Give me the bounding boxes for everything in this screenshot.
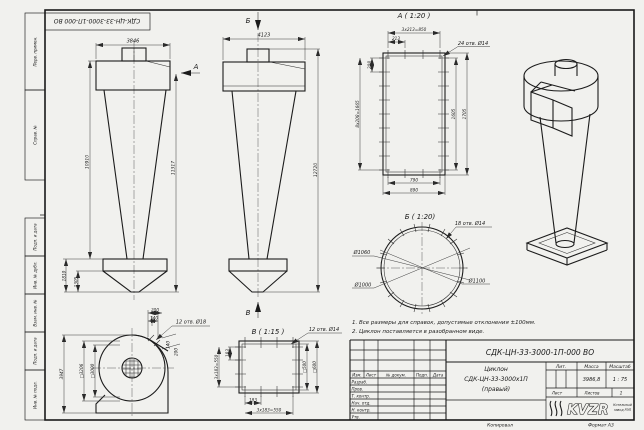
sidebar-label: Подп. и дата <box>32 337 38 365</box>
view-arrow-v-label: В <box>245 309 251 317</box>
tb-col-list: Лист <box>365 372 377 378</box>
front-view <box>62 39 201 301</box>
top-view <box>59 308 210 417</box>
notes <box>352 320 536 335</box>
isometric-view <box>524 60 607 266</box>
dim-side-height: 12720 <box>314 162 319 178</box>
note-2: 2. Циклон поставляется в разобранном виде. <box>352 329 485 335</box>
dim-top-w: 3947 <box>59 368 64 380</box>
tb-col-doc: № докум. <box>386 372 406 378</box>
org-name-line2: завод РЭП <box>613 408 632 412</box>
stamp-designation: СДК-ЦН-33-3000-1П-000 ВО <box>53 17 141 24</box>
callout-v-holes: 12 отв. Ø14 <box>308 327 340 333</box>
tb-row-label: Нач. отд. <box>351 400 371 406</box>
view-arrow-b-label: Б <box>245 17 251 25</box>
tb-sheet-label: Лист <box>551 390 563 396</box>
dim-top-r1: 140 <box>165 341 171 349</box>
tb-designation: СДК-ЦН-33-3000-1П-000 ВО <box>485 348 595 357</box>
note-1: 1. Все размеры для справок, допустимые отклонения ±100мм. <box>352 320 536 326</box>
title-block <box>350 340 634 420</box>
tb-row-label: Разраб. <box>351 379 368 385</box>
detail-b-title: Б ( 1:20) <box>404 213 436 221</box>
tb-col-data: Дата <box>432 372 444 378</box>
tb-product-code: СДК-ЦН-33-3000х1П <box>464 376 528 383</box>
sidebar-frame-boxes <box>25 13 45 420</box>
format-label: Формат А3 <box>588 423 614 429</box>
tb-sheets-count: 1 <box>619 391 623 397</box>
tb-sheets-label: Листов <box>584 390 600 396</box>
side-view <box>223 12 320 318</box>
sidebar-label: Подп. и дата <box>32 223 38 251</box>
dim-front-hleft: 10910 <box>85 154 91 170</box>
dim-top-t1: 200 <box>151 307 159 313</box>
sidebar-label: Инв. № подл. <box>32 381 38 409</box>
dim-a-col: 8х208=1665 <box>355 100 360 128</box>
tb-mass-label: Масса <box>584 365 599 370</box>
dim-a-outer-w: 890 <box>410 187 418 193</box>
dim-a-step: 213 <box>392 36 400 41</box>
dim-v-inner: □500 <box>302 361 307 373</box>
callout-a-holes: 24 отв. Ø14 <box>457 41 489 47</box>
tb-product-note: (правый) <box>481 386 511 393</box>
section-arrow-a-label: А <box>193 63 199 71</box>
dim-v-row: 3х183=550 <box>256 407 282 413</box>
sidebar-label: Инв. № дубл. <box>32 261 38 289</box>
tb-product: Циклон <box>484 366 508 373</box>
org-name-line1: Котельный <box>613 403 632 407</box>
dim-side-width: 4123 <box>257 32 271 39</box>
tb-col-izm: Изм. <box>352 372 362 378</box>
detail-a-title: А ( 1:20 ) <box>397 12 431 20</box>
tb-col-podp: Подп. <box>415 372 429 378</box>
sidebar-label: Взам. инв. № <box>32 299 38 327</box>
dim-top-sq1: □3206 <box>79 363 84 379</box>
dim-front-bucket: 1810 <box>61 270 67 282</box>
dim-top-sq2: □3000 <box>90 363 95 379</box>
sidebar-label: Справ. № <box>32 125 38 145</box>
logo <box>550 401 632 418</box>
dim-b-bolt-circle: Ø1060 <box>353 250 371 256</box>
tb-row-label: Н. контр. <box>351 407 371 413</box>
tb-scale-value: 1 : 75 <box>612 377 628 383</box>
dim-b-inner-dia: Ø1000 <box>354 282 372 289</box>
dim-v-col: 3х183=550 <box>214 354 219 380</box>
dim-front-cone: 1305 <box>73 276 79 288</box>
sidebar-label: Перв. примен. <box>32 36 38 67</box>
dim-a-step2: 208 <box>367 61 372 69</box>
tb-mass-value: 3986,8 <box>582 377 601 383</box>
dim-b-outer-dia: Ø1100 <box>468 278 486 285</box>
tb-row-label: Т. контр. <box>351 393 371 399</box>
dim-front-hright: 11317 <box>171 160 177 176</box>
callout-top-holes: 12 отв. Ø18 <box>175 319 207 326</box>
dim-a-inner-w: 790 <box>410 177 418 183</box>
top-stamp <box>45 13 150 30</box>
dim-top-t2: 140 <box>150 315 158 321</box>
dim-a-row: 3х213=850 <box>401 27 427 32</box>
dim-a-outer-h: 1705 <box>462 108 467 120</box>
callout-b-holes: 18 отв. Ø14 <box>454 221 486 227</box>
footer-labels <box>487 423 614 429</box>
dim-v-step: 183 <box>225 349 230 357</box>
detail-a-view <box>355 12 490 195</box>
detail-v-title: В ( 1:15 ) <box>251 328 285 336</box>
logo-text: KVZR <box>567 403 609 418</box>
detail-v-view <box>214 326 342 415</box>
dim-v-step-b: 183 <box>249 397 257 403</box>
coil-icon <box>550 401 562 416</box>
tb-scale-label: Масштаб <box>609 365 631 370</box>
tb-row-label: Пров. <box>351 386 364 392</box>
dim-a-inner-h: 1605 <box>451 108 456 120</box>
dim-v-outer: □600 <box>312 361 317 373</box>
dim-top-r2: 200 <box>173 348 179 356</box>
detail-b-view <box>352 213 492 314</box>
dim-front-width: 3846 <box>126 38 140 45</box>
tb-lit-label: Лит. <box>555 365 567 370</box>
tb-row-label: Утв. <box>351 414 360 420</box>
copied-label: Копировал <box>487 423 513 429</box>
